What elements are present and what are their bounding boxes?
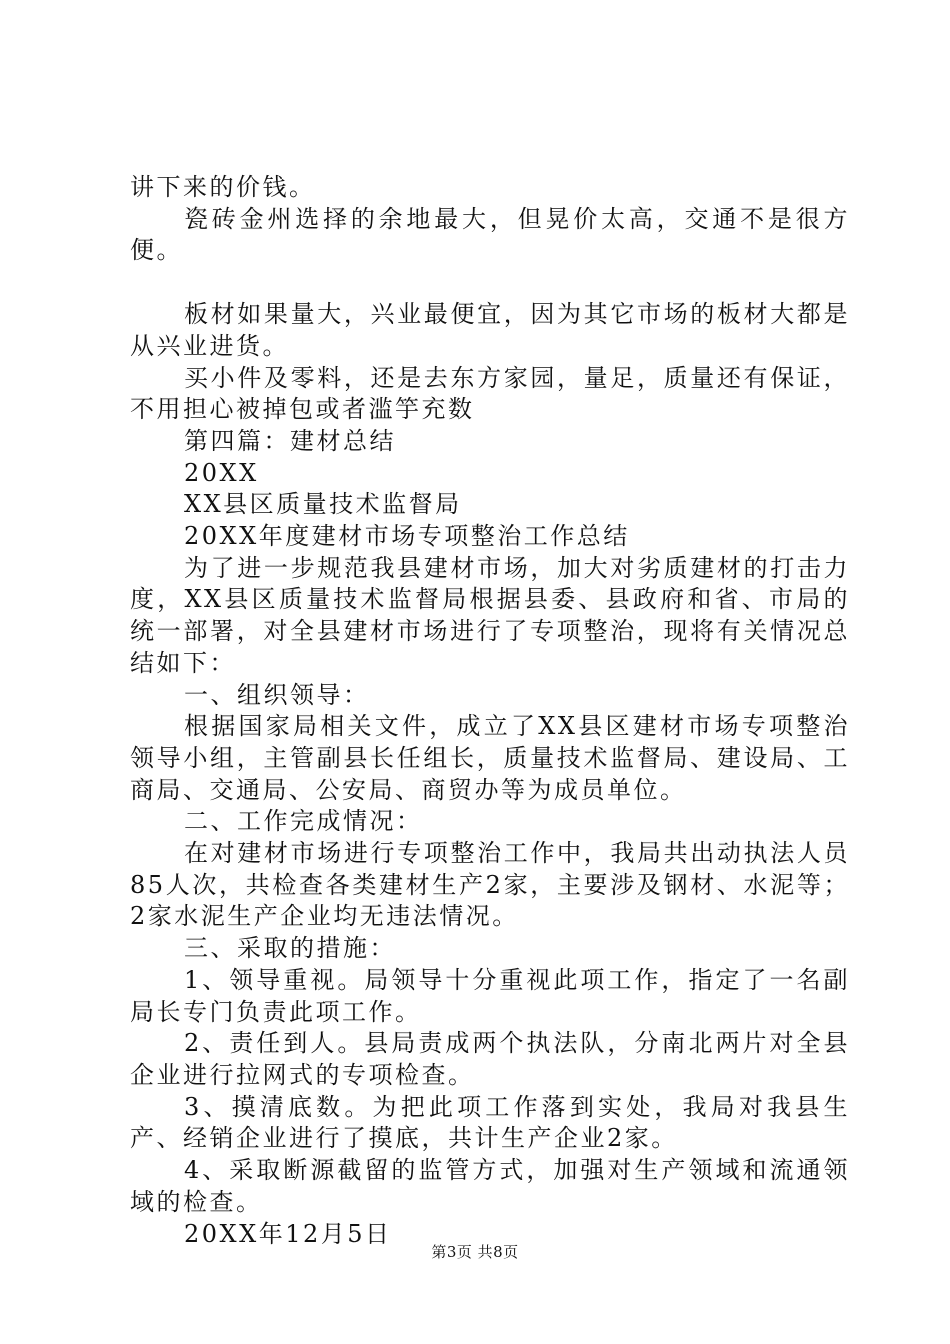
subsection-heading: 三、采取的措施： <box>184 934 396 963</box>
date-line: 20XX年12月5日 <box>184 1219 392 1248</box>
report-title: 20XX年度建材市场专项整治工作总结 <box>184 522 630 551</box>
paragraph: 为了进一步规范我县建材市场，加大对劣质建材的打击力度，XX县区质量技术监督局根据县委、县政府和省、市局的统一部署，对全县建材市场进行了专项整治，现将有关情况总结如下： <box>130 553 850 677</box>
page-footer <box>0 1241 950 1262</box>
list-item: 4、采取断源截留的监管方式，加强对生产领域和流通领域的检查。 <box>130 1156 850 1216</box>
paragraph: 在对建材市场进行专项整治工作中，我局共出动执法人员85人次，共检查各类建材生产2家，主要涉及钢材、水泥等；2家水泥生产企业均无违法情况。 <box>130 839 850 931</box>
organization-name: XX县区质量技术监督局 <box>184 490 462 519</box>
subsection-heading: 一、组织领导： <box>184 680 370 709</box>
year-line: 20XX <box>184 458 259 487</box>
paragraph: 买小件及零料，还是去东方家园，量足，质量还有保证，不用担心被掉包或者滥竽充数 <box>130 363 850 424</box>
paragraph: 根据国家局相关文件，成立了XX县区建材市场专项整治领导小组，主管副县长任组长，质量技术监督局、建设局、工商局、交通局、公安局、商贸办等为成员单位。 <box>130 712 850 804</box>
page-number: 第3页 共8页 <box>431 1243 519 1261</box>
paragraph: 讲下来的价钱。 <box>130 173 316 201</box>
paragraph-spacer <box>130 267 850 299</box>
subsection-heading: 二、工作完成情况： <box>184 807 423 836</box>
list-item: 3、摸清底数。为把此项工作落到实处，我局对我县生产、经销企业进行了摸底，共计生产企业2家。 <box>130 1092 850 1153</box>
paragraph: 板材如果量大，兴业最便宜，因为其它市场的板材大都是从兴业进货。 <box>130 300 850 360</box>
list-item: 2、责任到人。县局责成两个执法队，分南北两片对全县企业进行拉网式的专项检查。 <box>130 1029 850 1089</box>
paragraph: 瓷砖金州选择的余地最大，但晃价太高，交通不是很方便。 <box>130 204 850 265</box>
list-item: 1、领导重视。局领导十分重视此项工作，指定了一名副局长专门负责此项工作。 <box>130 965 850 1026</box>
document-body <box>130 172 850 1250</box>
section-heading: 第四篇：建材总结 <box>184 426 396 455</box>
